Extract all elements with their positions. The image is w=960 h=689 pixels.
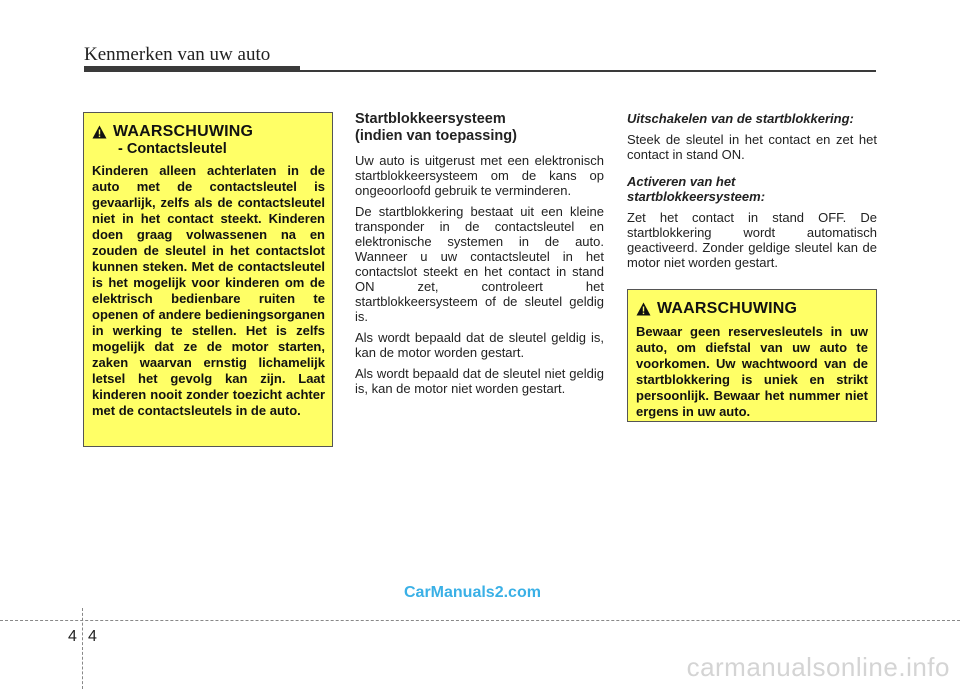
warning-title: WAARSCHUWING (657, 300, 798, 317)
warning-triangle-icon (636, 302, 651, 316)
section-startblokkering-bediening (627, 111, 877, 276)
site-watermark: carmanualsonline.info (686, 652, 950, 682)
paragraph: Steek de sleutel in het contact en zet het contact in stand ON. (627, 132, 877, 162)
subheading-activeren-line1: Activeren van het (627, 174, 736, 189)
paragraph: Zet het contact in stand OFF. De startblokkering wordt automatisch geactiveerd. Zonder geldige sleutel kan de motor niet worden gestart. (627, 210, 877, 270)
paragraph: Als wordt bepaald dat de sleutel niet geldig is, kan de motor niet worden gestart. (355, 366, 604, 396)
subheading-uitschakelen: Uitschakelen van de startblokkering: (627, 111, 854, 126)
warning-title: WAARSCHUWING (113, 123, 254, 140)
footer-vertical-divider (82, 608, 83, 689)
header-bar (84, 66, 300, 72)
section-title-line2: (indien van toepassing) (355, 128, 517, 144)
subheading-activeren-line2: startblokkeersysteem: (627, 189, 766, 204)
section-title (355, 111, 604, 145)
warning-header (92, 123, 325, 141)
warning-subtitle: - Contactsleutel (118, 141, 227, 157)
paragraph: Als wordt bepaald dat de sleutel geldig is, kan de motor worden gestart. (355, 330, 604, 360)
warning-header (636, 300, 868, 318)
header-rule (300, 70, 876, 72)
warning-text: Kinderen alleen achterlaten in de auto met de contactsleutel is gevaarlijk, zelfs als de contactsleutel niet in het contact steekt. Kinderen doen graag volwassenen na en zouden de sleutel in het contactslot kunnen steken. Met de contactsleutel is het mogelijk voor kinderen om de elektrisch bedienbare ruiten te openen of andere bedieningsorganen in werking te stellen. Het is zelfs mogelijk dat ze de motor starten, zaken waarvan ernstig lichamelijk letsel het gevolg kan zijn. Laat kinderen nooit zonder toezicht achter met de contactsleutels in de auto. (92, 163, 325, 418)
paragraph: De startblokkering bestaat uit een kleine transponder in de contactsleutel en elektronische systemen in de auto. Wanneer u uw contactsleutel in het contactslot steekt en het contact in stand ON zet, controleert het startblokkeersysteem of de sleutel geldig is. (355, 204, 604, 324)
watermark-link[interactable]: CarManuals2.com (404, 584, 541, 601)
page-number: 4 (88, 628, 97, 645)
warning-triangle-icon (92, 125, 107, 139)
section-title-line1: Startblokkeersysteem (355, 111, 506, 127)
warning-box-contactsleutel (83, 112, 333, 447)
warning-text: Bewaar geen reservesleutels in uw auto, om diefstal van uw auto te voorkomen. Uw wachtwoord van de startblokkering is uniek en strikt persoonlijk. Bewaar het nummer niet ergens in uw auto. (636, 324, 868, 419)
header-title: Kenmerken van uw auto (84, 44, 271, 65)
subheading-activeren (627, 174, 877, 204)
page-section-number: 4 (68, 628, 77, 645)
section-startblokkeersysteem (355, 111, 604, 402)
paragraph: Uw auto is uitgerust met een elektronisch startblokkeersysteem om de kans op ongeoorloofd gebruik te verminderen. (355, 153, 604, 198)
footer-divider (0, 620, 960, 621)
warning-box-reservesleutels (627, 289, 877, 422)
